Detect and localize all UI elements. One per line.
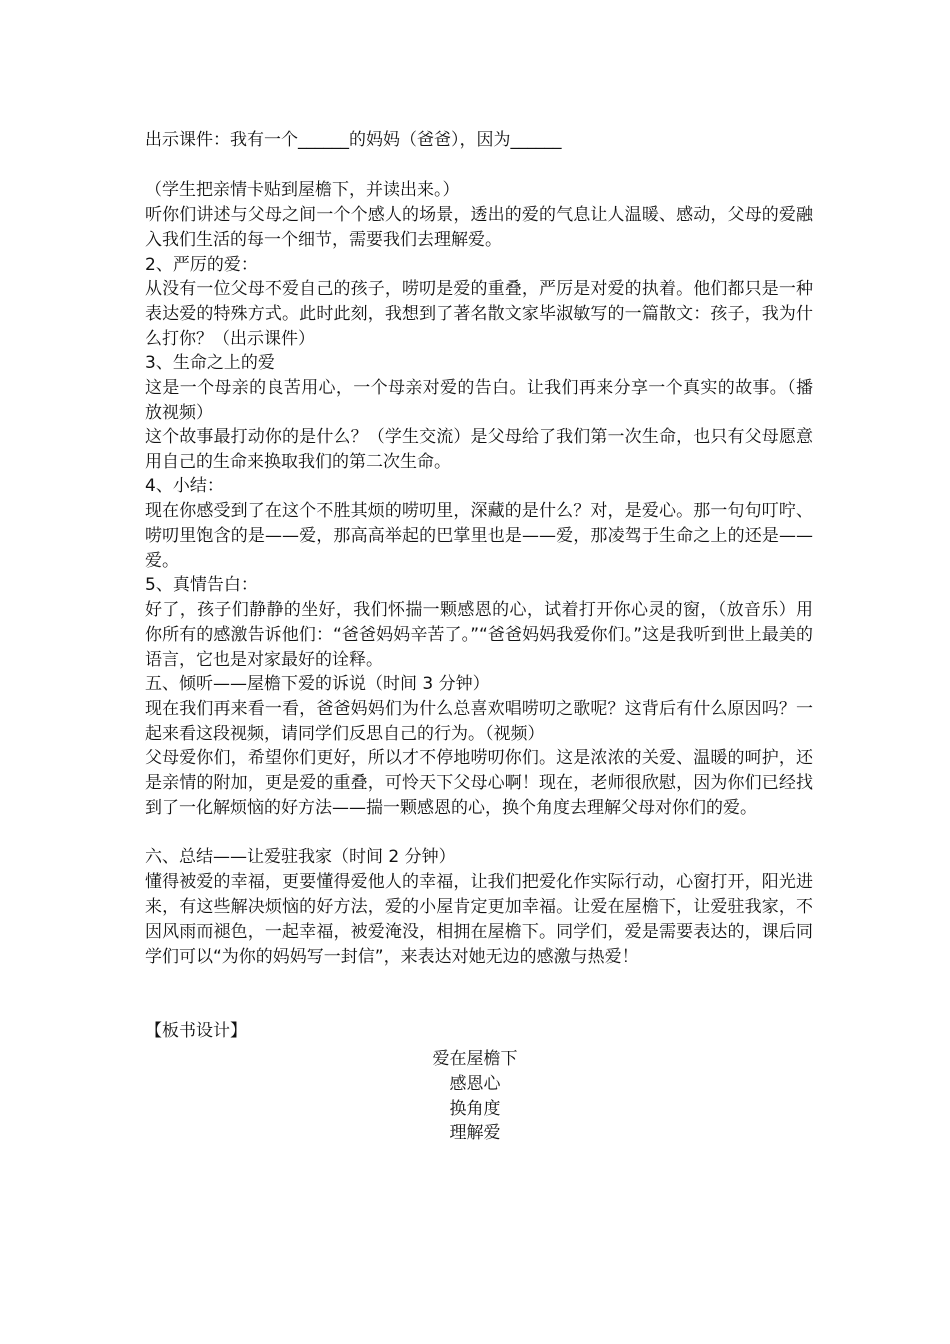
heading-section-five: 五、倾听——屋檐下爱的诉说（时间 3 分钟） — [145, 674, 490, 694]
board-line: 理解爱 — [449, 1123, 501, 1143]
intro-line: 出示课件：我有一个______的妈妈（爸爸），因为______ — [145, 130, 562, 150]
board-design-heading: 【板书设计】 — [145, 1021, 247, 1041]
heading-summary: 4、小结： — [145, 476, 224, 496]
heading-life-love: 3、生命之上的爱 — [145, 353, 275, 373]
board-line: 爱在屋檐下 — [432, 1049, 518, 1069]
board-line: 感恩心 — [449, 1074, 501, 1094]
paragraph-listen: 听你们讲述与父母之间一个个感人的场景，透出的爱的气息让人温暖、感动，父母的爱融入我们生活的每一个细节，需要我们去理解爱。 — [145, 205, 813, 250]
board-line: 换角度 — [449, 1099, 501, 1119]
paragraph-conclusion: 懂得被爱的幸福，更要懂得爱他人的幸福，让我们把爱化作实际行动，心窗打开，阳光进来，有这些解决烦恼的好方法，爱的小屋肯定更加幸福。让爱在屋檐下，让爱驻我家，不因风雨而褪色，一起幸福，被爱淹没，相拥在屋檐下。同学们，爱是需要表达的，课后同学们可以“为你的妈妈写一封信”，来表达对她无边的感激与热爱！ — [145, 872, 813, 967]
paragraph-confession: 好了，孩子们静静的坐好，我们怀揣一颗感恩的心，试着打开你心灵的窗，（放音乐）用你所有的感激告诉他们：“爸爸妈妈辛苦了。”“爸爸妈妈我爱你们。”这是我听到世上最美的语言，它也是对家最好的诠释。 — [145, 600, 813, 670]
paragraph-listen-again: 现在我们再来看一看，爸爸妈妈们为什么总喜欢唱唠叨之歌呢？这背后有什么原因吗？一起来看这段视频，请同学们反思自己的行为。（视频） — [145, 699, 813, 744]
heading-confession: 5、真情告白： — [145, 575, 258, 595]
paragraph-life-love-2: 这个故事最打动你的是什么？（学生交流）是父母给了我们第一次生命，也只有父母愿意用自己的生命来换取我们的第二次生命。 — [145, 427, 813, 472]
paragraph-life-love-1: 这是一个母亲的良苦用心，一个母亲对爱的告白。让我们再来分享一个真实的故事。（播放视频） — [145, 378, 813, 423]
heading-strict-love: 2、严厉的爱： — [145, 255, 258, 275]
paragraph-parents-love: 父母爱你们，希望你们更好，所以才不停地唠叨你们。这是浓浓的关爱、温暖的呵护，还是亲情的附加，更是爱的重叠，可怜天下父母心啊！现在，老师很欣慰，因为你们已经找到了一化解烦恼的好方法——揣一颗感恩的心，换个角度去理解父母对你们的爱。 — [145, 748, 813, 818]
note-students: （学生把亲情卡贴到屋檐下，并读出来。） — [145, 180, 460, 200]
paragraph-strict-love: 从没有一位父母不爱自己的孩子，唠叨是爱的重叠，严厉是对爱的执着。他们都只是一种表达爱的特殊方式。此时此刻，我想到了著名散文家毕淑敏写的一篇散文：孩子，我为什么打你？（出示课件） — [145, 279, 813, 349]
paragraph-summary: 现在你感受到了在这个不胜其烦的唠叨里，深藏的是什么？对，是爱心。那一句句叮咛、唠叨里饱含的是——爱，那高高举起的巴掌里也是——爱，那凌驾于生命之上的还是——爱。 — [145, 501, 813, 571]
heading-section-six: 六、总结——让爱驻我家（时间 2 分钟） — [145, 847, 456, 867]
